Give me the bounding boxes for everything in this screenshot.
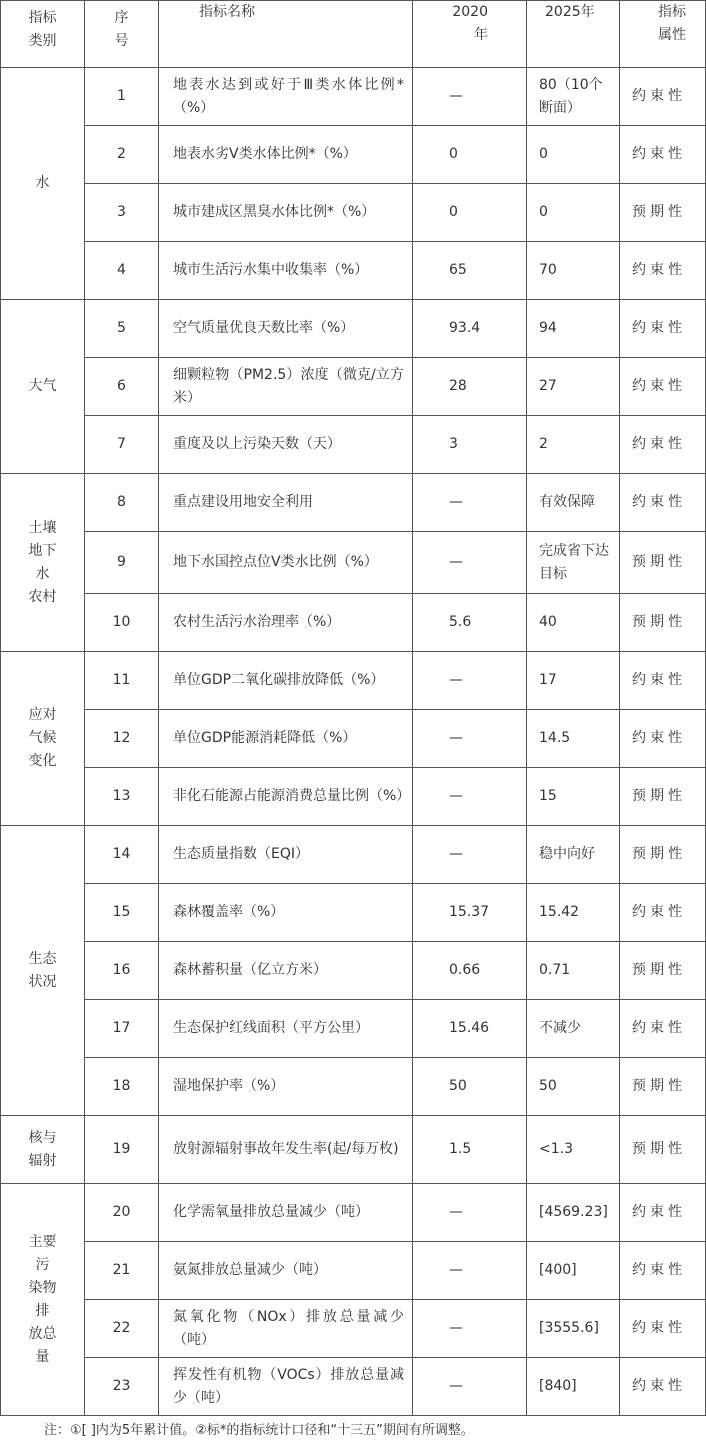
table-row [1, 1116, 706, 1184]
value-2025-cell: 不减少 [527, 1000, 620, 1058]
seq-cell: 7 [85, 416, 159, 474]
seq-cell: 17 [85, 1000, 159, 1058]
name-cell: 氮氧化物（NOx）排放总量减少（吨） [159, 1300, 413, 1358]
attribute-cell: 约束性 [620, 358, 706, 416]
value-2025-cell: 15 [527, 768, 620, 826]
value-2020-cell: 15.46 [413, 1000, 527, 1058]
name-cell: 细颗粒物（PM2.5）浓度（微克/立方米） [159, 358, 413, 416]
table-row [1, 1242, 706, 1300]
attribute-cell: 约束性 [620, 652, 706, 710]
table-row [1, 768, 706, 826]
value-2025-cell: 14.5 [527, 710, 620, 768]
value-2025-cell: 15.42 [527, 884, 620, 942]
name-cell: 重度及以上污染天数（天） [159, 416, 413, 474]
seq-cell: 4 [85, 242, 159, 300]
seq-cell: 9 [85, 532, 159, 594]
value-2025-cell: [840] [527, 1358, 620, 1416]
value-2020-cell: — [413, 652, 527, 710]
value-2025-cell: 50 [527, 1058, 620, 1116]
name-cell: 放射源辐射事故年发生率(起/每万枚) [159, 1116, 413, 1184]
name-cell: 城市生活污水集中收集率（%） [159, 242, 413, 300]
value-2025-cell: 27 [527, 358, 620, 416]
attribute-cell: 约束性 [620, 416, 706, 474]
seq-cell: 15 [85, 884, 159, 942]
seq-cell: 22 [85, 1300, 159, 1358]
value-2020-cell: 50 [413, 1058, 527, 1116]
footnote: 注：①[ ]内为5年累计值。②标*的指标统计口径和“十三五”期间有所调整。 [44, 1423, 474, 1438]
table-header-row [1, 1, 706, 68]
category-cell: 生态 状况 [1, 826, 85, 1116]
seq-cell: 23 [85, 1358, 159, 1416]
name-cell: 城市建成区黑臭水体比例*（%） [159, 184, 413, 242]
seq-cell: 11 [85, 652, 159, 710]
seq-cell: 6 [85, 358, 159, 416]
name-cell: 单位GDP能源消耗降低（%） [159, 710, 413, 768]
value-2020-cell: — [413, 768, 527, 826]
attribute-cell: 约束性 [620, 884, 706, 942]
seq-cell: 21 [85, 1242, 159, 1300]
attribute-cell: 预期性 [620, 942, 706, 1000]
value-2025-cell: <1.3 [527, 1116, 620, 1184]
attribute-cell: 约束性 [620, 1184, 706, 1242]
table-row [1, 1000, 706, 1058]
category-cell: 主要 污 染物 排 放总 量 [1, 1184, 85, 1416]
attribute-cell: 预期性 [620, 826, 706, 884]
seq-cell: 3 [85, 184, 159, 242]
seq-cell: 8 [85, 474, 159, 532]
attribute-cell: 约束性 [620, 126, 706, 184]
category-cell: 大气 [1, 300, 85, 474]
value-2020-cell: 93.4 [413, 300, 527, 358]
value-2025-cell: [400] [527, 1242, 620, 1300]
name-cell: 地表水劣Ⅴ类水体比例*（%） [159, 126, 413, 184]
value-2025-cell: 80（10个断面） [527, 68, 620, 126]
value-2025-cell: 17 [527, 652, 620, 710]
value-2020-cell: 1.5 [413, 1116, 527, 1184]
attribute-cell: 预期性 [620, 532, 706, 594]
seq-cell: 14 [85, 826, 159, 884]
value-2025-cell: [4569.23] [527, 1184, 620, 1242]
value-2025-cell: 稳中向好 [527, 826, 620, 884]
seq-cell: 10 [85, 594, 159, 652]
category-cell: 土壤 地下 水 农村 [1, 474, 85, 652]
table-row [1, 532, 706, 594]
category-cell: 水 [1, 68, 85, 300]
table-row [1, 826, 706, 884]
name-cell: 农村生活污水治理率（%） [159, 594, 413, 652]
header-seq: 序 号 [85, 1, 159, 68]
name-cell: 森林覆盖率（%） [159, 884, 413, 942]
value-2025-cell: 94 [527, 300, 620, 358]
table-row [1, 710, 706, 768]
value-2020-cell: — [413, 474, 527, 532]
name-cell: 单位GDP二氧化碳排放降低（%） [159, 652, 413, 710]
value-2020-cell: — [413, 1300, 527, 1358]
table-row [1, 242, 706, 300]
table-row [1, 474, 706, 532]
name-cell: 氨氮排放总量减少（吨） [159, 1242, 413, 1300]
header-name: 指标名称 [159, 1, 413, 68]
attribute-cell: 约束性 [620, 1358, 706, 1416]
attribute-cell: 约束性 [620, 1300, 706, 1358]
attribute-cell: 约束性 [620, 1000, 706, 1058]
header-2025: 2025年 [527, 1, 620, 68]
value-2020-cell: 3 [413, 416, 527, 474]
value-2025-cell: 0 [527, 184, 620, 242]
table-row [1, 126, 706, 184]
table-row [1, 1358, 706, 1416]
name-cell: 挥发性有机物（VOCs）排放总量减少（吨） [159, 1358, 413, 1416]
name-cell: 地表水达到或好于Ⅲ类水体比例*（%） [159, 68, 413, 126]
category-cell: 核与 辐射 [1, 1116, 85, 1184]
value-2020-cell: — [413, 1358, 527, 1416]
value-2020-cell: 28 [413, 358, 527, 416]
value-2025-cell: 0 [527, 126, 620, 184]
table-row [1, 942, 706, 1000]
table-row [1, 884, 706, 942]
seq-cell: 20 [85, 1184, 159, 1242]
table-row [1, 416, 706, 474]
value-2020-cell: — [413, 710, 527, 768]
attribute-cell: 预期性 [620, 594, 706, 652]
value-2025-cell: 完成省下达目标 [527, 532, 620, 594]
attribute-cell: 约束性 [620, 1242, 706, 1300]
value-2020-cell: — [413, 532, 527, 594]
seq-cell: 2 [85, 126, 159, 184]
table-row [1, 1184, 706, 1242]
category-cell: 应对 气候 变化 [1, 652, 85, 826]
table-row [1, 184, 706, 242]
seq-cell: 13 [85, 768, 159, 826]
table-row [1, 358, 706, 416]
value-2020-cell: 0.66 [413, 942, 527, 1000]
name-cell: 非化石能源占能源消费总量比例（%） [159, 768, 413, 826]
value-2025-cell: 0.71 [527, 942, 620, 1000]
attribute-cell: 约束性 [620, 474, 706, 532]
value-2020-cell: 65 [413, 242, 527, 300]
value-2020-cell: — [413, 826, 527, 884]
value-2020-cell: 0 [413, 126, 527, 184]
attribute-cell: 预期性 [620, 1116, 706, 1184]
header-2020: 2020 年 [413, 1, 527, 68]
seq-cell: 19 [85, 1116, 159, 1184]
value-2020-cell: — [413, 68, 527, 126]
seq-cell: 5 [85, 300, 159, 358]
value-2025-cell: 有效保障 [527, 474, 620, 532]
name-cell: 重点建设用地安全利用 [159, 474, 413, 532]
table-row [1, 68, 706, 126]
indicator-table-body [1, 1, 706, 1416]
seq-cell: 12 [85, 710, 159, 768]
table-row [1, 1300, 706, 1358]
value-2020-cell: — [413, 1184, 527, 1242]
attribute-cell: 预期性 [620, 184, 706, 242]
attribute-cell: 约束性 [620, 710, 706, 768]
attribute-cell: 约束性 [620, 242, 706, 300]
table-row [1, 594, 706, 652]
attribute-cell: 约束性 [620, 68, 706, 126]
name-cell: 生态保护红线面积（平方公里） [159, 1000, 413, 1058]
name-cell: 地下水国控点位Ⅴ类水比例（%） [159, 532, 413, 594]
attribute-cell: 预期性 [620, 768, 706, 826]
name-cell: 空气质量优良天数比率（%） [159, 300, 413, 358]
header-attribute: 指标 属性 [620, 1, 706, 68]
value-2020-cell: 0 [413, 184, 527, 242]
value-2025-cell: 70 [527, 242, 620, 300]
table-row [1, 300, 706, 358]
value-2020-cell: 5.6 [413, 594, 527, 652]
value-2025-cell: [3555.6] [527, 1300, 620, 1358]
seq-cell: 18 [85, 1058, 159, 1116]
table-row [1, 1058, 706, 1116]
name-cell: 化学需氧量排放总量减少（吨） [159, 1184, 413, 1242]
name-cell: 湿地保护率（%） [159, 1058, 413, 1116]
attribute-cell: 约束性 [620, 300, 706, 358]
value-2025-cell: 2 [527, 416, 620, 474]
seq-cell: 16 [85, 942, 159, 1000]
table-row [1, 652, 706, 710]
value-2025-cell: 40 [527, 594, 620, 652]
attribute-cell: 预期性 [620, 1058, 706, 1116]
value-2020-cell: 15.37 [413, 884, 527, 942]
seq-cell: 1 [85, 68, 159, 126]
name-cell: 森林蓄积量（亿立方米） [159, 942, 413, 1000]
header-category: 指标 类别 [1, 1, 85, 68]
value-2020-cell: — [413, 1242, 527, 1300]
name-cell: 生态质量指数（EQI） [159, 826, 413, 884]
